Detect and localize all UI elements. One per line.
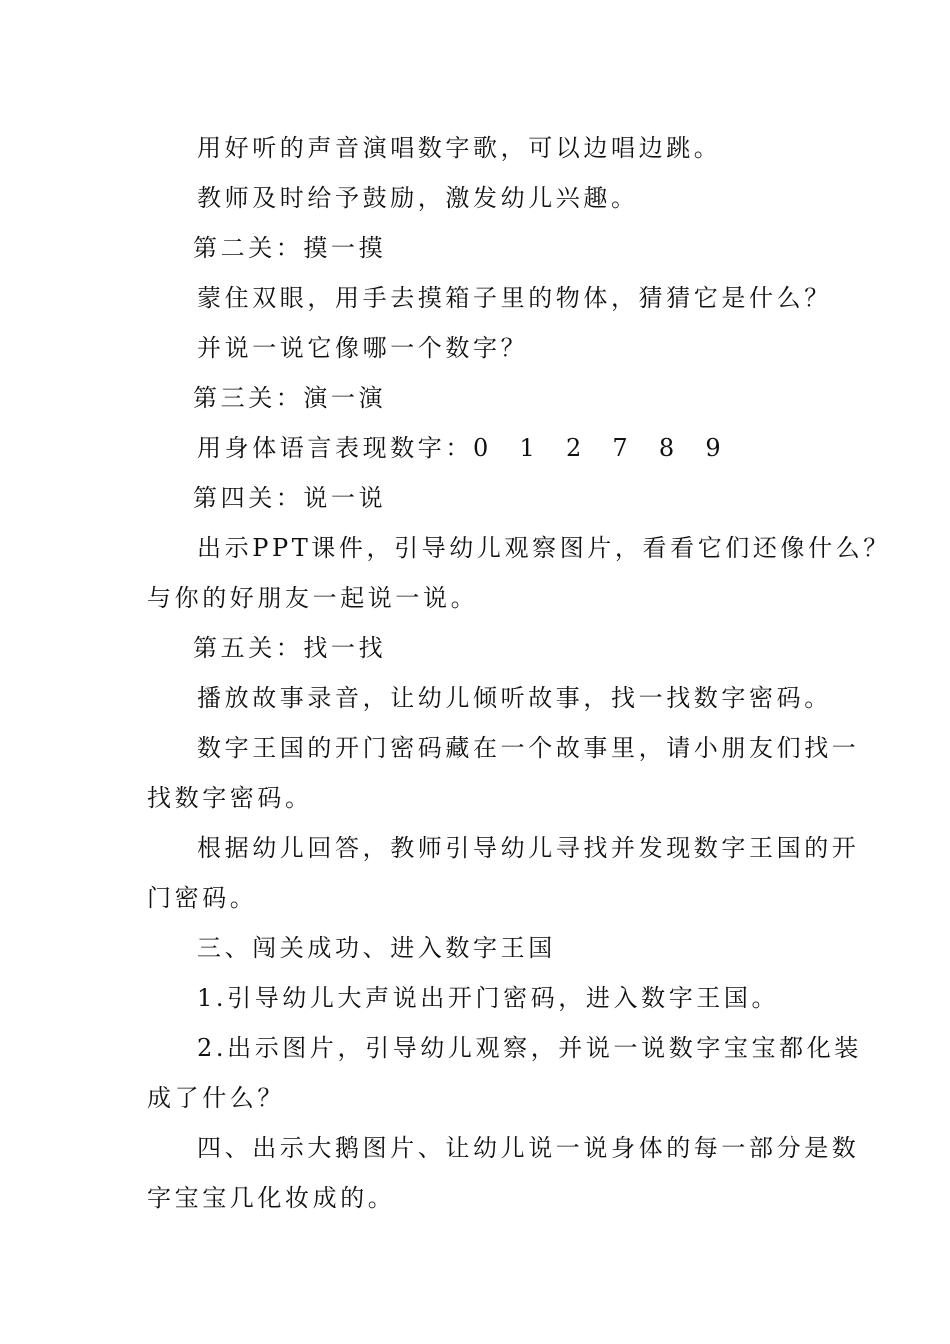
paragraph-line: 与你的好朋友一起说一说。 <box>147 584 479 612</box>
paragraph-line: 四、出示大鹅图片、让幼儿说一说身体的每一部分是数 <box>197 1134 860 1162</box>
paragraph-line: 播放故事录音，让幼儿倾听故事，找一找数字密码。 <box>197 684 832 712</box>
section-heading: 第三关：演一演 <box>193 384 387 412</box>
section-heading: 第五关：找一找 <box>193 634 387 662</box>
paragraph-line: 出示PPT课件，引导幼儿观察图片，看看它们还像什么？ <box>197 534 891 562</box>
paragraph-line: 找数字密码。 <box>147 784 313 812</box>
paragraph-line: 门密码。 <box>147 884 258 912</box>
paragraph-line: 教师及时给予鼓励，激发幼儿兴趣。 <box>197 184 639 212</box>
paragraph-line: 数字王国的开门密码藏在一个故事里，请小朋友们找一 <box>197 734 860 762</box>
section-heading: 三、闯关成功、进入数字王国 <box>197 934 556 962</box>
paragraph-line: 用身体语言表现数字：0 1 2 7 8 9 <box>197 434 725 462</box>
paragraph-line: 用好听的声音演唱数字歌，可以边唱边跳。 <box>197 134 722 162</box>
section-heading: 第四关：说一说 <box>193 484 387 512</box>
paragraph-line: 蒙住双眼，用手去摸箱子里的物体，猜猜它是什么？ <box>197 284 832 312</box>
paragraph-line: 字宝宝几化妆成的。 <box>147 1184 396 1212</box>
paragraph-line: 1.引导幼儿大声说出开门密码，进入数字王国。 <box>197 984 780 1012</box>
paragraph-line: 成了什么？ <box>147 1084 285 1112</box>
paragraph-line: 根据幼儿回答，教师引导幼儿寻找并发现数字王国的开 <box>197 834 860 862</box>
paragraph-line: 2.出示图片，引导幼儿观察，并说一说数字宝宝都化装 <box>197 1034 862 1062</box>
section-heading: 第二关：摸一摸 <box>193 234 387 262</box>
paragraph-line: 并说一说它像哪一个数字？ <box>197 334 529 362</box>
